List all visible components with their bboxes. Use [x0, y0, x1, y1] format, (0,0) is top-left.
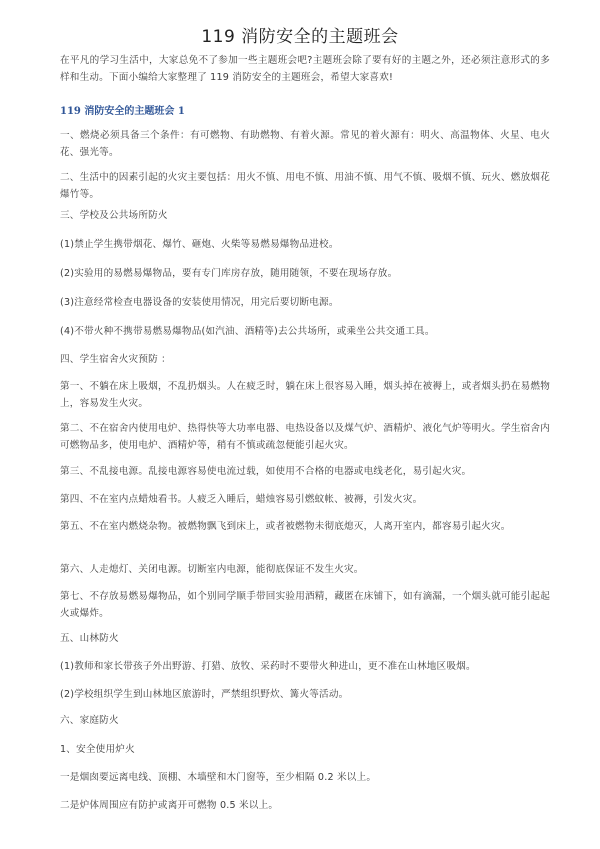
paragraph: 三、学校及公共场所防火 — [60, 210, 168, 221]
document-title: 119 消防安全的主题班会 — [201, 27, 399, 47]
paragraph: (1)教师和家长带孩子外出野游、打猎、放牧、采药时不要带火种进山，更不准在山林地区吸烟。 — [60, 661, 476, 672]
paragraph: 1、安全使用炉火 — [60, 744, 135, 755]
paragraph: (2)实验用的易燃易爆物品，要有专门库房存放，随用随领，不要在现场存放。 — [60, 268, 398, 279]
paragraph: 第二、不在宿舍内使用电炉、热得快等大功率电器、电热设备以及煤气炉、酒精炉、液化气炉等明火。学生宿舍内可燃物品多，使用电炉、酒精炉等，稍有不慎或疏忽便能引起火灾。 — [60, 423, 550, 451]
paragraph: 一、燃烧必须具备三个条件：有可燃物、有助燃物、有着火源。常见的着火源有：明火、高温物体、火星、电火花、强光等。 — [60, 130, 550, 158]
paragraph: 六、家庭防火 — [60, 715, 119, 726]
paragraph: 五、山林防火 — [60, 633, 119, 644]
paragraph: (2)学校组织学生到山林地区旅游时，严禁组织野炊、篝火等活动。 — [60, 689, 349, 700]
section-heading: 119 消防安全的主题班会 1 — [60, 106, 185, 117]
paragraph: 第四、不在室内点蜡烛看书。人疲乏入睡后，蜡烛容易引燃蚊帐、被褥，引发火灾。 — [60, 494, 423, 505]
paragraph: 二是炉体周围应有防护或离开可燃物 0.5 米以上。 — [60, 800, 279, 811]
paragraph: 二、生活中的因素引起的火灾主要包括：用火不慎、用电不慎、用油不慎、用气不慎、吸烟不慎、玩火、燃放烟花爆竹等。 — [60, 172, 550, 200]
paragraph: 一是烟囱要远离电线、顶棚、木墙壁和木门窗等，至少相隔 0.2 米以上。 — [60, 772, 377, 783]
paragraph: (3)注意经常检查电器设备的安装使用情况，用完后要切断电源。 — [60, 297, 339, 308]
paragraph: 第三、不乱接电源。乱接电源容易使电流过载，如使用不合格的电器或电线老化，易引起火灾。 — [60, 466, 472, 477]
paragraph: (4)不带火种不携带易燃易爆物品(如汽油、酒精等)去公共场所，或乘坐公共交通工具。 — [60, 326, 435, 337]
paragraph: 第五、不在室内燃烧杂物。被燃物飘飞到床上，或者被燃物未彻底熄灭，人离开室内，都容易引起火灾。 — [60, 521, 511, 532]
paragraph: 第七、不存放易燃易爆物品，如个别同学顺手带回实验用酒精，藏匿在床铺下，如有滴漏，一个烟头就可能引起起火或爆炸。 — [60, 591, 550, 619]
paragraph: (1)禁止学生携带烟花、爆竹、砸炮、火柴等易燃易爆物品进校。 — [60, 239, 339, 250]
intro-paragraph: 在平凡的学习生活中，大家总免不了参加一些主题班会吧?主题班会除了要有好的主题之外，还必须注意形式的多样和生动。下面小编给大家整理了 119 消防安全的主题班会，希望大家喜欢! — [60, 55, 550, 83]
paragraph: 四、学生宿舍火灾预防 ： — [60, 354, 171, 365]
paragraph: 第六、人走熄灯、关闭电源。切断室内电源，能彻底保证不发生火灾。 — [60, 564, 364, 575]
paragraph: 第一、不躺在床上吸烟，不乱扔烟头。人在疲乏时，躺在床上很容易入睡，烟头掉在被褥上，或者烟头扔在易燃物上，容易发生火灾。 — [60, 381, 550, 409]
